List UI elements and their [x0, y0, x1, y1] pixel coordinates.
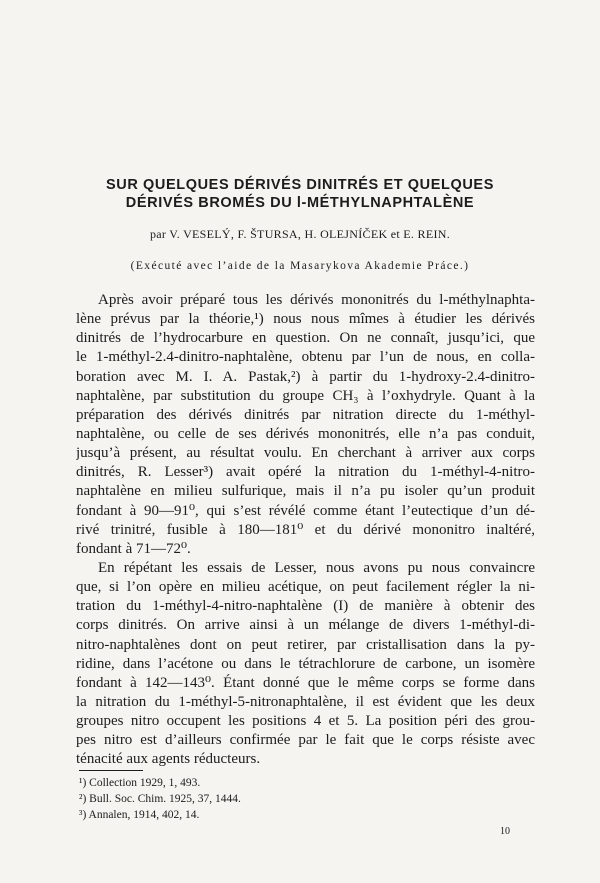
body-line: fondant à 71—72⁰. — [76, 540, 191, 557]
paragraph-2 — [76, 559, 535, 770]
body-line: dinitrés, R. Lesser³) avait opéré la nitration du 1-méthyl-4-nitro- — [76, 464, 535, 481]
page-number: 10 — [500, 826, 510, 837]
body-line: lène prévus par la théorie,¹) nous nous mîmes à étudier les dérivés — [76, 311, 535, 328]
footnote-separator — [79, 770, 143, 771]
title-line-2: DÉRIVÉS BROMÉS DU l-MÉTHYLNAPHTALÈNE — [125, 195, 475, 211]
body-line: Après avoir préparé tous les dérivés mononitrés du l-méthylnaphta- — [98, 292, 535, 308]
body-line: rivé trinitré, fusible à 180—181⁰ et du dérivé mononitro inaltéré, — [76, 521, 535, 538]
body-line: fondant à 142—143⁰. Étant donné que le même corps se forme dans — [76, 674, 535, 691]
body-line: naphtalène en milieu sulfurique, mais il n’a pu isoler qu’un produit — [76, 483, 535, 500]
body-line: la nitration du 1-méthyl-5-nitronaphtalène, il est évident que les deux — [76, 693, 535, 710]
body-line: En répétant les essais de Lesser, nous avons pu nous convaincre — [98, 559, 535, 576]
body-line: fondant à 90—91⁰, qui s’est révélé comme étant l’eutectique d’un dé- — [76, 502, 535, 519]
author-line: par V. VESELÝ, F. ŠTURSA, H. OLEJNÍČEK et E. REIN. — [149, 227, 451, 241]
article-title — [60, 176, 540, 212]
body-line: le 1-méthyl-2.4-dinitro-naphtalène, obtenu par l’un de nous, en colla- — [76, 349, 535, 366]
body-line: nitro-naphtalènes dont on peut retirer, par cristallisation dans la py- — [76, 636, 535, 653]
body-line: corps dinitrés. On arrive ainsi à un mélange de divers 1-méthyl-di- — [76, 617, 535, 634]
body-line: boration avec M. I. A. Pastak,²) à partir du 1-hydroxy-2.4-dinitro- — [76, 368, 535, 385]
body-line: pes nitro est d’ailleurs confirmée par le fait que le corps résiste avec — [76, 732, 535, 749]
body-line: tration du 1-méthyl-4-nitro-naphtalène (I) de manière à obtenir des — [76, 598, 535, 615]
body-line: dinitrés de l’hydrocarbure en question. On ne connaît, jusqu’ici, que — [76, 330, 535, 347]
footnote-2: ²) Bull. Soc. Chim. 1925, 37, 1444. — [79, 793, 241, 805]
footnote-1: ¹) Collection 1929, 1, 493. — [79, 777, 201, 789]
body-line: ténacité aux agents réducteurs. — [76, 751, 261, 768]
body-line: que, si l’on opère en milieu acétique, on peut facilement régler la ni- — [76, 579, 535, 596]
body-line: ridine, dans l’acétone ou dans le tétrachlorure de carbone, un isomère — [76, 655, 535, 672]
body-line: naphtalène, par substitution du groupe CH₃ à l’oxhydryle. Quant à la — [76, 387, 535, 404]
body-line: jusqu’à présent, au résultat voulu. En cherchant à arriver aux corps — [76, 445, 535, 462]
paragraph-1 — [76, 291, 535, 559]
body-line: groupes nitro occupent les positions 4 et 5. La position péri des grou- — [76, 713, 535, 730]
body-line: préparation des dérivés dinitrés par nitration directe du 1-méthyl- — [76, 406, 535, 423]
title-line-1: SUR QUELQUES DÉRIVÉS DINITRÉS ET QUELQUES — [106, 177, 494, 193]
footnote-3: ³) Annalen, 1914, 402, 14. — [79, 809, 200, 821]
body-line: naphtalène, ou celle de ses dérivés mononitrés, elle n’a pas conduit, — [76, 425, 535, 442]
article-body — [76, 291, 535, 770]
funding-note: (Exécuté avec l’aide de la Masarykova Akademie Práce.) — [130, 260, 470, 272]
